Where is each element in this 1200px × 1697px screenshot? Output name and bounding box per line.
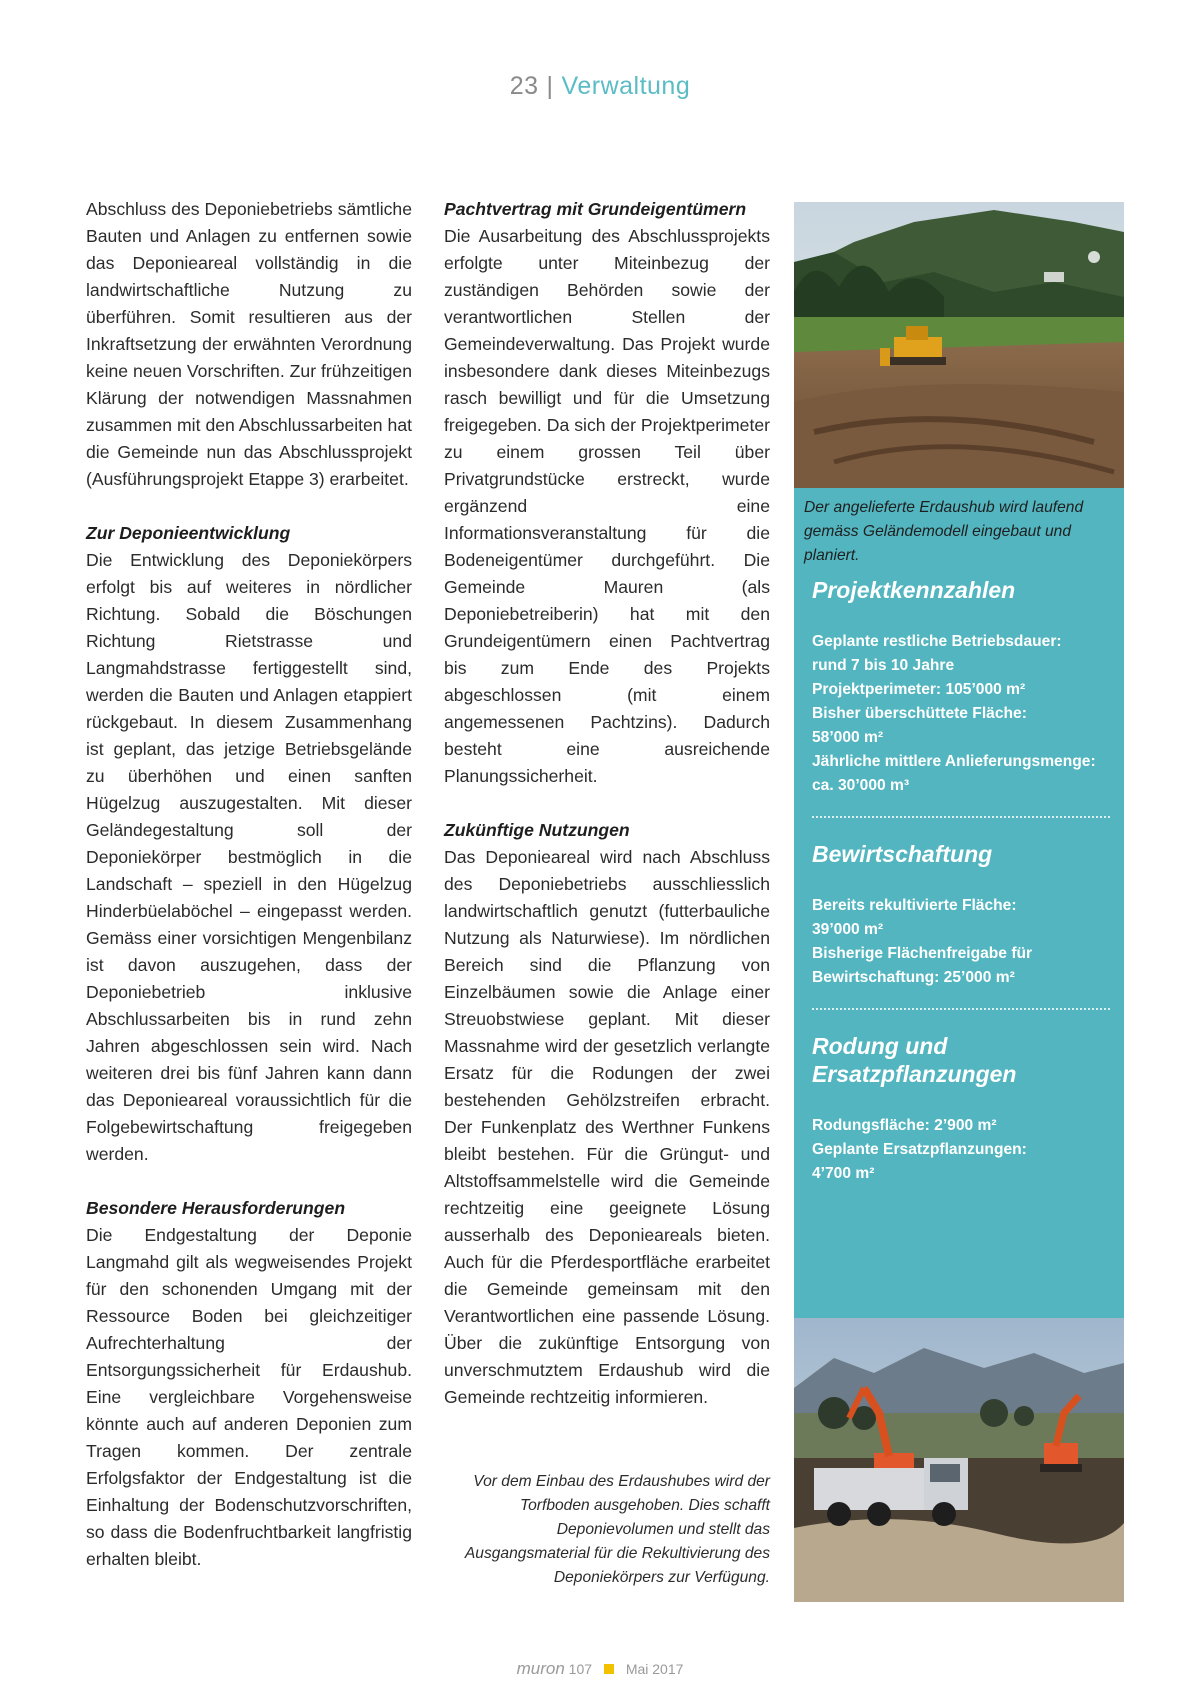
fact-line: Bisherige Flächenfreigabe für [812, 945, 1033, 962]
fact-line: Bereits rekultivierte Fläche: [812, 897, 1017, 914]
fact-line: rund 7 bis 10 Jahre [812, 657, 955, 674]
photo-caption-bottom: Vor dem Einbau des Erdaushubes wird der Torfboden ausgehoben. Dies schafft Deponievolumen und stellt das Ausgangsmaterial für die Rekultivierung des Deponiekörpers zur Verfügung. [464, 1473, 770, 1586]
fact-line: ca. 30’000 m³ [812, 777, 910, 794]
page-header [0, 72, 1200, 101]
heading-herausforderungen: Besondere Herausforderungen [86, 1198, 346, 1218]
fact-line: Projektperimeter: 105’000 m² [812, 681, 1026, 698]
heading-deponieentwicklung: Zur Deponieentwicklung [86, 523, 291, 543]
paragraph-pachtvertrag: Die Ausarbeitung des Abschlussprojekts erfolgte unter Miteinbezug der zuständigen Behörden sowie der verantwortlichen Stellen der Gemeindeverwaltung. Das Projekt wurde insbesondere dank dieses Miteinbezugs rasch bewilligt und für die Umsetzung freigegeben. Da sich der Projektperimeter zu einem grossen Teil über Privatgrundstücke erstreckt, wurde ergänzend eine Informationsveranstaltung für die Bodeneigentümer durchgeführt. Die Gemeinde Mauren (als Deponiebetreiberin) hat mit den Grundeigentümern einen Pachtvertrag bis zum Ende des Projekts abgeschlossen (mit einem angemessenen Pachtzins). Dadurch besteht eine ausreichende Planungssicherheit. [444, 226, 770, 786]
paragraph-deponieentwicklung: Die Entwicklung des Deponiekörpers erfolgt bis auf weiteres in nördlicher Richtung. Sobald die Böschungen Richtung Rietstrasse und Langmahdstrasse fertiggestellt sind, werden die Bauten und Anlagen etappiert rückgebaut. In diesem Zusammenhang ist geplant, das jetzige Betriebsgelände zu überhöhen und einen sanften Hügelzug auszugestalten. Mit dieser Geländegestaltung soll der Deponiekörper bestmöglich in die Landschaft – speziell in den Hügelzug Hinderbüelaböchel – eingepasst werden. Gemäss einer vorsichtigen Mengenbilanz ist davon auszugehen, dass der Deponiebetrieb inklusive Abschlussarbeiten bis in rund zehn Jahren abgeschlossen sein wird. Nach weiteren drei bis fünf Jahren kann dann das Deponieareal voraussichtlich für die Folgebewirtschaftung freigegeben werden. [86, 550, 412, 1164]
heading-pachtvertrag: Pachtvertrag mit Grundeigentümern [444, 199, 747, 219]
facts-title-rodung [812, 1032, 1110, 1088]
paragraph-nutzungen: Das Deponieareal wird nach Abschluss des Deponiebetriebs ausschliesslich landwirtschaftlich genutzt (futterbauliche Nutzung als Naturwiese). Im nördlichen Bereich sind die Pflanzung von Einzelbäumen sowie die Anlage einer Streuobstwiese geplant. Mit dieser Massnahme wird der gesetzlich verlangte Ersatz für die Rodungen der zwei bestehenden Gehölzstreifen erbracht. Der Funkenplatz des Werthner Funkens bleibt bestehen. Für die Grüngut- und Altstoffsammelstelle wird die Gemeinde rechtzeitig eine geeignete Lösung ausserhalb des Deponieareals bieten. Auch für die Pferdesportfläche erarbeitet die Gemeinde gemeinsam mit den Verantwortlichen eine passende Lösung. Über die zukünftige Entsorgung von unverschmutztem Erdaushub wird die Gemeinde rechtzeitig informieren. [444, 847, 770, 1407]
fact-line: 4’700 m² [812, 1165, 875, 1182]
footer-brand: muron [516, 1659, 565, 1678]
footer-date: Mai 2017 [625, 1661, 684, 1677]
fact-line: Geplante restliche Betriebsdauer: [812, 633, 1062, 650]
heading-nutzungen: Zukünftige Nutzungen [444, 820, 630, 840]
photo-excavators [794, 1318, 1124, 1602]
section-title: Verwaltung [561, 72, 691, 100]
facts-title-rodung-line2: Ersatzpflanzungen [812, 1061, 1017, 1087]
intro-paragraph: Abschluss des Deponiebetriebs sämtliche Bauten und Anlagen zu entfernen sowie das Deponieareal vollständig in die landwirtschaftliche Nutzung zu überführen. Somit resultieren aus der Inkraftsetzung der erwähnten Verordnung keine neuen Vorschriften. Zur frühzeitigen Klärung der notwendigen Massnahmen zusammen mit den Abschlussarbeiten hat die Gemeinde nun das Abschlussprojekt (Ausführungsprojekt Etappe 3) erarbeitet. [86, 199, 412, 489]
column-left [86, 196, 412, 1573]
fact-line: Bisher überschüttete Fläche: [812, 705, 1027, 722]
fact-line: Geplante Ersatzpflanzungen: [812, 1141, 1027, 1158]
fact-line: Bewirtschaftung: 25’000 m² [812, 969, 1015, 986]
facts-title-projektkennzahlen: Projektkennzahlen [812, 577, 1016, 603]
photo-bulldozer [794, 202, 1124, 488]
fact-line: 58’000 m² [812, 729, 884, 746]
fact-line: Rodungsfläche: 2’900 m² [812, 1117, 997, 1134]
fact-line: Jährliche mittlere Anlieferungsmenge: [812, 753, 1096, 770]
fact-line: 39’000 m² [812, 921, 884, 938]
footer-issue: 107 [568, 1661, 593, 1677]
dotted-divider [812, 816, 1110, 818]
facts-title-rodung-line1: Rodung und [812, 1033, 948, 1059]
header-separator: | [546, 72, 554, 100]
photo-caption-top: Der angelieferte Erdaushub wird laufend gemäss Geländemodell eingebaut und planiert. [804, 499, 1084, 564]
facts-title-bewirtschaftung: Bewirtschaftung [812, 841, 993, 867]
page-footer [0, 1659, 1200, 1679]
page-number: 23 [509, 72, 539, 100]
dotted-divider [812, 1008, 1110, 1010]
column-middle [444, 196, 770, 1411]
paragraph-herausforderungen: Die Endgestaltung der Deponie Langmahd gilt als wegweisendes Projekt für den schonenden Umgang mit der Ressource Boden bei gleichzeitiger Aufrechterhaltung der Entsorgungssicherheit für Erdaushub. Eine vergleichbare Vorgehensweise könnte auch auf anderen Deponien zum Tragen kommen. Der zentrale Erfolgsfaktor der Endgestaltung ist die Einhaltung der Bodenschutzvorschriften, so dass die Bodenfruchtbarkeit langfristig erhalten bleibt. [86, 1225, 412, 1569]
info-sidebar [794, 488, 1124, 1318]
footer-square-icon [604, 1664, 614, 1674]
facts-panel [812, 576, 1110, 1186]
